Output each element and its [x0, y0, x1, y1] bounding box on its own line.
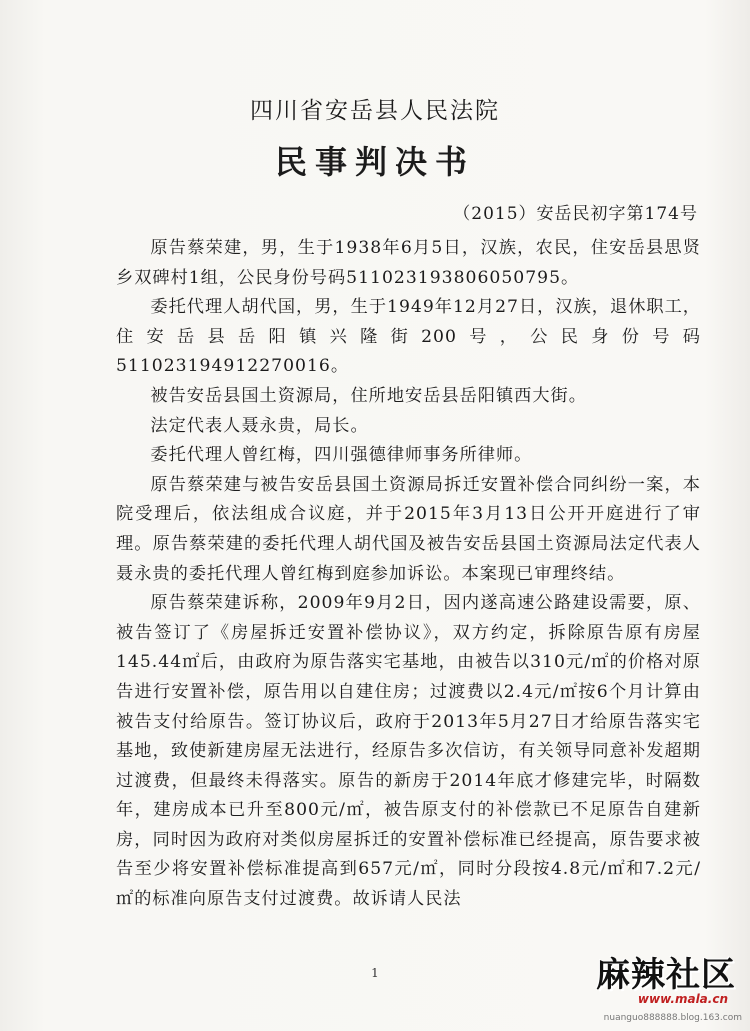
paragraph-plaintiff-agent: 委托代理人胡代国，男，生于1949年12月27日，汉族，退休职工，住安岳县岳阳镇兴隆街200号，公民身份号码511023194912270016。	[116, 297, 701, 377]
paragraph-legal-representative: 法定代表人聂永贵，局长。	[150, 415, 369, 436]
paragraph-plaintiff-claim: 原告蔡荣建诉称，2009年9月2日，因内遂高速公路建设需要，原、被告签订了《房屋拆迁安置补偿协议》，双方约定，拆除原告原有房屋145.44㎡后，由政府为原告落实宅基地，由被告以310元/㎡的价格对原告进行安置补偿，原告用以自建住房；过渡费以2.4元/㎡按6个月计算由被告支付给原告。签订协议后，政府于2013年5月27日才给原告落实宅基地，致使新建房屋无法进行，经原告多次信访，有关领导同意补发超期过渡费，但最终未得落实。原告的新房于2014年底才修建完毕，时隔数年，建房成本已升至800元/㎡，被告原支付的补偿款已不足原告自建新房，同时因为政府对类似房屋拆迁的安置补偿标准已经提高，原告要求被告至少将安置补偿标准提高到657元/㎡，同时分段按4.8元/㎡和7.2元/㎡的标准向原告支付过渡费。故诉请人民法	[116, 593, 701, 910]
judgment-body	[116, 234, 701, 915]
paragraph-defendant: 被告安岳县国土资源局，住所地安岳县岳阳镇西大街。	[150, 385, 587, 406]
watermark-logo: 麻辣社区	[596, 955, 736, 995]
case-number: （2015）安岳民初字第174号	[453, 204, 698, 224]
paragraph-defendant-agent: 委托代理人曾红梅，四川强德律师事务所律师。	[150, 445, 533, 466]
paragraph-plaintiff: 原告蔡荣建，男，生于1938年6月5日，汉族，农民，住安岳县思贤乡双碑村1组，公民身份号码511023193806050795。	[116, 238, 701, 288]
watermark-blog: nuanguo888888.blog.163.com	[603, 1013, 742, 1023]
paragraph-case-procedure: 原告蔡荣建与被告安岳县国土资源局拆迁安置补偿合同纠纷一案，本院受理后，依法组成合议庭，并于2015年3月13日公开开庭进行了审理。原告蔡荣建的委托代理人胡代国及被告安岳县国土资源局法定代表人聂永贵的委托代理人曾红梅到庭参加诉讼。本案现已审理终结。	[116, 474, 701, 584]
watermark	[562, 935, 750, 1031]
court-name: 四川省安岳县人民法院	[250, 98, 500, 124]
page-number: 1	[371, 966, 379, 980]
document-type-title: 民事判决书	[274, 143, 475, 181]
watermark-url: www.mala.cn	[637, 992, 728, 1006]
